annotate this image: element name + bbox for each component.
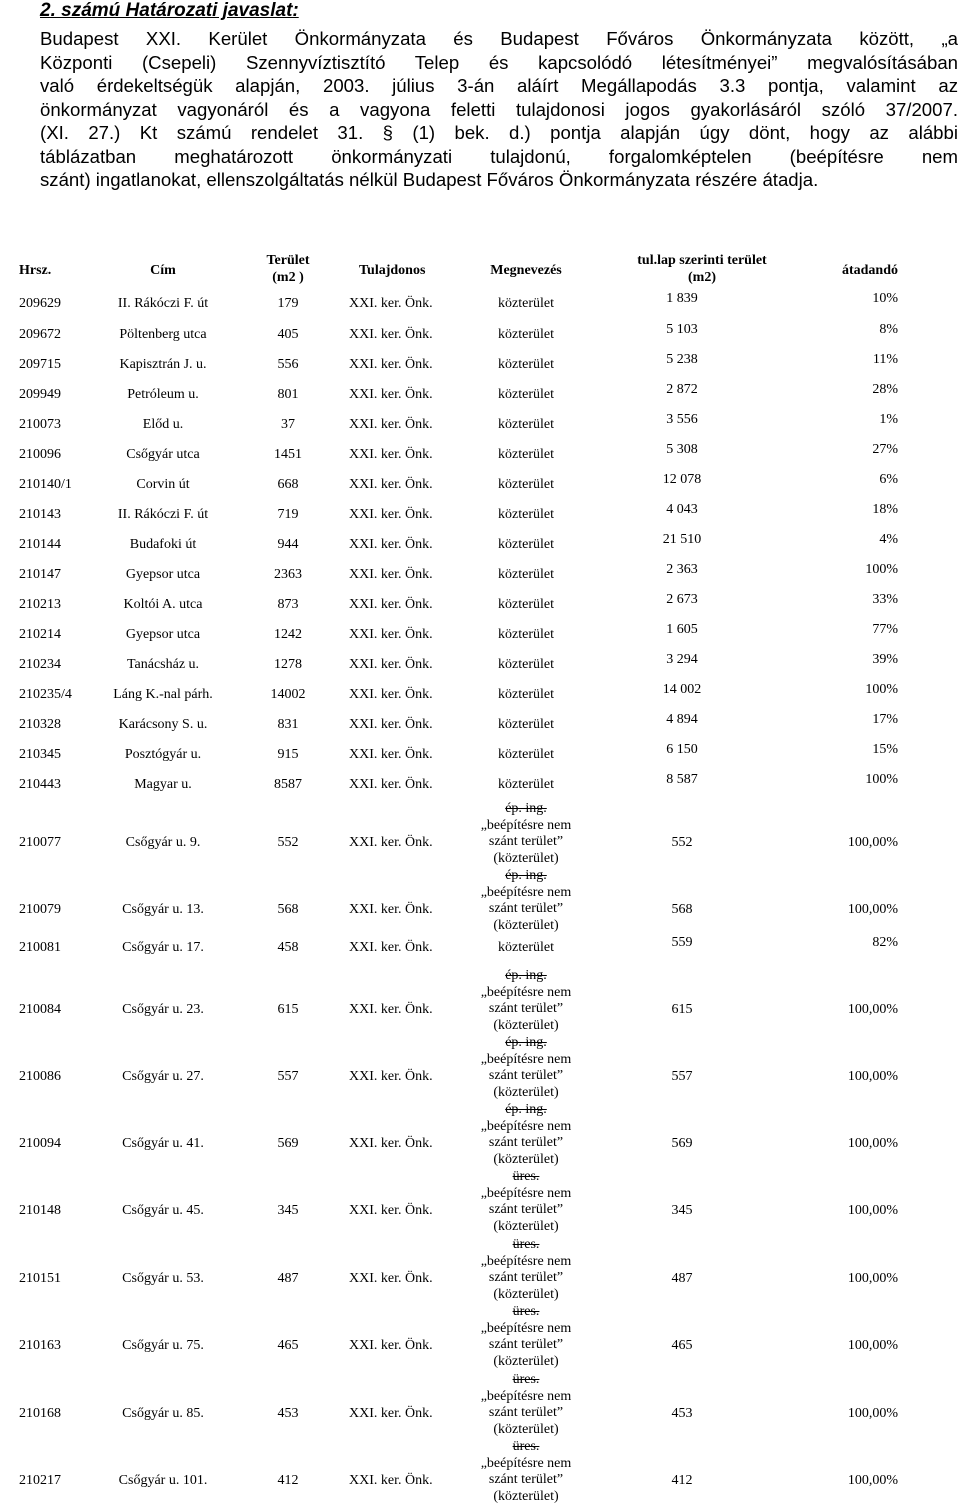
megnevezes-line: (közterület) bbox=[493, 1218, 559, 1234]
cell-megnevezes bbox=[446, 1169, 606, 1235]
cell-terulet: 569 bbox=[277, 1136, 299, 1151]
cell-megnevezes: közterület bbox=[498, 477, 554, 492]
paragraph-line: való érdekeltségük alapján, 2003. július 3-án aláírt Megállapodás 3.3 pontja, valamint az bbox=[40, 75, 958, 96]
cell-atadando: 15% bbox=[872, 742, 898, 757]
cell-megnevezes bbox=[446, 868, 606, 934]
paragraph-line: Központi (Csepeli) Szennyvíztisztító Telep és kapcsolódó létesítményei” megvalósításában bbox=[40, 51, 958, 73]
cell-tulajdonos: XXI. ker. Önk. bbox=[349, 902, 433, 917]
cell-hrsz: 210140/1 bbox=[19, 477, 72, 492]
cell-hrsz: 210443 bbox=[19, 777, 61, 792]
cell-tullap: 6 150 bbox=[666, 742, 698, 757]
cell-terulet: 179 bbox=[277, 296, 299, 311]
megnevezes-line: „beépítésre nem bbox=[480, 1320, 572, 1336]
cell-cim: Karácsony S. u. bbox=[118, 717, 208, 732]
cell-cim: Koltói A. utca bbox=[123, 597, 203, 612]
cell-hrsz: 210081 bbox=[19, 940, 61, 955]
cell-tulajdonos: XXI. ker. Önk. bbox=[349, 477, 433, 492]
cell-tulajdonos: XXI. ker. Önk. bbox=[349, 777, 433, 792]
cell-tulajdonos: XXI. ker. Önk. bbox=[349, 657, 433, 672]
cell-terulet: 405 bbox=[277, 327, 299, 342]
cell-hrsz: 210096 bbox=[19, 447, 61, 462]
megnevezes-line: (közterület) bbox=[493, 1151, 559, 1167]
cell-tulajdonos: XXI. ker. Önk. bbox=[349, 537, 433, 552]
cell-cim: Csőgyár u. 23. bbox=[122, 1002, 204, 1017]
cell-megnevezes: közterület bbox=[498, 507, 554, 522]
megnevezes-line: „beépítésre nem bbox=[480, 984, 572, 1000]
cell-atadando: 100,00% bbox=[847, 1271, 898, 1286]
cell-megnevezes: közterület bbox=[498, 447, 554, 462]
cell-tullap: 8 587 bbox=[666, 772, 698, 787]
cell-cim: Láng K.-nal párh. bbox=[113, 687, 213, 702]
paragraph-line: Budapest XXI. Kerület Önkormányzata és Budapest Főváros Önkormányzata között, „a bbox=[40, 28, 958, 49]
cell-tulajdonos: XXI. ker. Önk. bbox=[349, 687, 433, 702]
cell-megnevezes: közterület bbox=[498, 567, 554, 582]
megnevezes-line: (közterület) bbox=[493, 1084, 559, 1100]
cell-hrsz: 210168 bbox=[19, 1406, 61, 1421]
cell-tullap: 557 bbox=[671, 1069, 693, 1084]
megnevezes-line: „beépítésre nem bbox=[480, 1253, 572, 1269]
resolution-paragraph bbox=[40, 27, 958, 192]
cell-tulajdonos: XXI. ker. Önk. bbox=[349, 1002, 433, 1017]
header-terulet-line1: Terület bbox=[266, 253, 310, 268]
cell-hrsz: 210084 bbox=[19, 1002, 61, 1017]
megnevezes-line: üres. bbox=[512, 1304, 540, 1319]
cell-tulajdonos: XXI. ker. Önk. bbox=[349, 627, 433, 642]
cell-tullap: 465 bbox=[671, 1338, 693, 1353]
megnevezes-line: „beépítésre nem bbox=[480, 1118, 572, 1134]
cell-hrsz: 210073 bbox=[19, 417, 61, 432]
cell-terulet: 801 bbox=[277, 387, 299, 402]
cell-megnevezes bbox=[446, 968, 606, 1034]
megnevezes-line: „beépítésre nem bbox=[480, 1388, 572, 1404]
cell-cim: Tanácsház u. bbox=[126, 657, 200, 672]
cell-hrsz: 209715 bbox=[19, 357, 61, 372]
cell-megnevezes bbox=[446, 1372, 606, 1438]
cell-hrsz: 210163 bbox=[19, 1338, 61, 1353]
cell-terulet: 8587 bbox=[274, 777, 302, 792]
megnevezes-line: ép. ing. bbox=[505, 968, 547, 983]
cell-atadando: 100,00% bbox=[847, 1069, 898, 1084]
cell-cim: Csőgyár utca bbox=[126, 447, 200, 462]
paragraph-line: szánt) ingatlanokat, ellenszolgáltatás nélkül Budapest Főváros Önkormányzata részére átadja. bbox=[40, 169, 819, 190]
cell-hrsz: 210328 bbox=[19, 717, 61, 732]
cell-terulet: 668 bbox=[277, 477, 299, 492]
cell-tullap: 21 510 bbox=[662, 532, 702, 547]
megnevezes-line: (közterület) bbox=[493, 1421, 559, 1437]
megnevezes-line: ép. ing. bbox=[505, 1102, 547, 1117]
cell-terulet: 487 bbox=[277, 1271, 299, 1286]
cell-terulet: 2363 bbox=[274, 567, 302, 582]
cell-megnevezes: közterület bbox=[498, 717, 554, 732]
cell-cim: Petróleum u. bbox=[127, 387, 199, 402]
cell-atadando: 82% bbox=[872, 935, 898, 950]
megnevezes-line: üres. bbox=[512, 1237, 540, 1252]
cell-tullap: 1 839 bbox=[666, 291, 698, 306]
megnevezes-line: „beépítésre nem bbox=[480, 884, 572, 900]
cell-terulet: 458 bbox=[277, 940, 299, 955]
megnevezes-line: „beépítésre nem bbox=[480, 1185, 572, 1201]
cell-cim: Gyepsor utca bbox=[125, 567, 201, 582]
cell-atadando: 4% bbox=[879, 532, 898, 547]
megnevezes-line: „beépítésre nem bbox=[480, 1455, 572, 1471]
megnevezes-line: szánt terület” bbox=[488, 834, 564, 849]
megnevezes-line: üres. bbox=[512, 1439, 540, 1454]
cell-atadando: 6% bbox=[879, 472, 898, 487]
cell-tulajdonos: XXI. ker. Önk. bbox=[349, 1473, 433, 1488]
cell-tullap: 412 bbox=[671, 1473, 693, 1488]
cell-terulet: 831 bbox=[277, 717, 299, 732]
cell-megnevezes: közterület bbox=[498, 687, 554, 702]
cell-tulajdonos: XXI. ker. Önk. bbox=[349, 1338, 433, 1353]
cell-atadando: 33% bbox=[872, 592, 898, 607]
cell-tulajdonos: XXI. ker. Önk. bbox=[349, 417, 433, 432]
cell-terulet: 915 bbox=[277, 747, 299, 762]
cell-cim: Corvin út bbox=[136, 477, 190, 492]
cell-megnevezes: közterület bbox=[498, 657, 554, 672]
cell-atadando: 100,00% bbox=[847, 1203, 898, 1218]
cell-tullap: 12 078 bbox=[662, 472, 702, 487]
cell-tulajdonos: XXI. ker. Önk. bbox=[349, 747, 433, 762]
megnevezes-line: (közterület) bbox=[493, 917, 559, 933]
cell-hrsz: 210147 bbox=[19, 567, 61, 582]
cell-cim: Gyepsor utca bbox=[125, 627, 201, 642]
megnevezes-line: üres. bbox=[512, 1169, 540, 1184]
header-megnevezes: Megnevezés bbox=[490, 263, 562, 278]
cell-atadando: 10% bbox=[872, 291, 898, 306]
cell-hrsz: 210077 bbox=[19, 835, 61, 850]
cell-tulajdonos: XXI. ker. Önk. bbox=[349, 1203, 433, 1218]
cell-terulet: 615 bbox=[277, 1002, 299, 1017]
cell-hrsz: 209629 bbox=[19, 296, 61, 311]
megnevezes-line: szánt terület” bbox=[488, 901, 564, 916]
cell-terulet: 944 bbox=[277, 537, 299, 552]
cell-tulajdonos: XXI. ker. Önk. bbox=[349, 327, 433, 342]
cell-terulet: 1451 bbox=[274, 447, 302, 462]
cell-megnevezes: közterület bbox=[498, 296, 554, 311]
cell-hrsz: 210079 bbox=[19, 902, 61, 917]
cell-terulet: 552 bbox=[277, 835, 299, 850]
megnevezes-line: (közterület) bbox=[493, 1353, 559, 1369]
megnevezes-line: szánt terület” bbox=[488, 1337, 564, 1352]
cell-hrsz: 210148 bbox=[19, 1203, 61, 1218]
cell-tullap: 487 bbox=[671, 1271, 693, 1286]
cell-terulet: 345 bbox=[277, 1203, 299, 1218]
cell-tullap: 2 673 bbox=[666, 592, 698, 607]
cell-megnevezes bbox=[446, 1035, 606, 1101]
header-tullap-line1: tul.lap szerinti terület bbox=[637, 253, 767, 268]
section-heading: 2. számú Határozati javaslat: bbox=[40, 0, 299, 21]
cell-tulajdonos: XXI. ker. Önk. bbox=[349, 597, 433, 612]
cell-tullap: 3 294 bbox=[666, 652, 698, 667]
cell-atadando: 100,00% bbox=[847, 1136, 898, 1151]
cell-hrsz: 210345 bbox=[19, 747, 61, 762]
cell-tulajdonos: XXI. ker. Önk. bbox=[349, 567, 433, 582]
cell-megnevezes bbox=[446, 801, 606, 867]
cell-tullap: 2 872 bbox=[666, 382, 698, 397]
cell-terulet: 412 bbox=[277, 1473, 299, 1488]
cell-terulet: 568 bbox=[277, 902, 299, 917]
cell-megnevezes bbox=[446, 1102, 606, 1168]
cell-hrsz: 210235/4 bbox=[19, 687, 72, 702]
megnevezes-line: (közterület) bbox=[493, 1488, 559, 1504]
header-hrsz: Hrsz. bbox=[19, 263, 52, 278]
cell-cim: Budafoki út bbox=[129, 537, 197, 552]
cell-hrsz: 210151 bbox=[19, 1271, 61, 1286]
cell-cim: II. Rákóczi F. út bbox=[117, 296, 209, 311]
cell-tulajdonos: XXI. ker. Önk. bbox=[349, 1136, 433, 1151]
cell-tulajdonos: XXI. ker. Önk. bbox=[349, 1069, 433, 1084]
cell-megnevezes: közterület bbox=[498, 387, 554, 402]
cell-tulajdonos: XXI. ker. Önk. bbox=[349, 1271, 433, 1286]
header-cim: Cím bbox=[150, 263, 176, 278]
cell-cim: Csőgyár u. 75. bbox=[122, 1338, 204, 1353]
cell-cim: II. Rákóczi F. út bbox=[117, 507, 209, 522]
cell-atadando: 11% bbox=[872, 352, 898, 367]
megnevezes-line: szánt terület” bbox=[488, 1001, 564, 1016]
paragraph-line: önkormányzat vagyonáról és a vagyona feletti tulajdonosi jogos gyakorlásáról szóló 37/2007. bbox=[40, 98, 958, 120]
cell-megnevezes: közterület bbox=[498, 597, 554, 612]
megnevezes-line: szánt terület” bbox=[488, 1270, 564, 1285]
cell-tulajdonos: XXI. ker. Önk. bbox=[349, 835, 433, 850]
cell-hrsz: 210213 bbox=[19, 597, 61, 612]
megnevezes-line: ép. ing. bbox=[505, 868, 547, 883]
cell-megnevezes: közterület bbox=[498, 627, 554, 642]
megnevezes-line: üres. bbox=[512, 1372, 540, 1387]
header-terulet bbox=[248, 252, 328, 286]
megnevezes-line: szánt terület” bbox=[488, 1068, 564, 1083]
cell-cim: Csőgyár u. 45. bbox=[122, 1203, 204, 1218]
cell-atadando: 100% bbox=[865, 772, 898, 787]
cell-megnevezes: közterület bbox=[498, 537, 554, 552]
cell-atadando: 100,00% bbox=[847, 902, 898, 917]
cell-terulet: 465 bbox=[277, 1338, 299, 1353]
megnevezes-line: (közterület) bbox=[493, 850, 559, 866]
cell-hrsz: 209672 bbox=[19, 327, 61, 342]
cell-hrsz: 209949 bbox=[19, 387, 61, 402]
cell-megnevezes bbox=[446, 1304, 606, 1370]
cell-tulajdonos: XXI. ker. Önk. bbox=[349, 357, 433, 372]
cell-megnevezes: közterület bbox=[498, 357, 554, 372]
cell-terulet: 556 bbox=[277, 357, 299, 372]
cell-terulet: 14002 bbox=[270, 687, 306, 702]
cell-atadando: 100,00% bbox=[847, 1338, 898, 1353]
megnevezes-line: szánt terület” bbox=[488, 1202, 564, 1217]
cell-megnevezes bbox=[446, 1439, 606, 1505]
cell-atadando: 100% bbox=[865, 682, 898, 697]
cell-atadando: 100,00% bbox=[847, 1406, 898, 1421]
cell-atadando: 28% bbox=[872, 382, 898, 397]
megnevezes-line: szánt terület” bbox=[488, 1472, 564, 1487]
megnevezes-line: ép. ing. bbox=[505, 1035, 547, 1050]
cell-tullap: 5 238 bbox=[666, 352, 698, 367]
cell-atadando: 39% bbox=[872, 652, 898, 667]
cell-cim: Csőgyár u. 17. bbox=[122, 940, 204, 955]
cell-atadando: 100,00% bbox=[847, 835, 898, 850]
cell-atadando: 100,00% bbox=[847, 1473, 898, 1488]
header-terulet-line2: (m2 ) bbox=[272, 270, 304, 285]
cell-hrsz: 210217 bbox=[19, 1473, 61, 1488]
cell-hrsz: 210094 bbox=[19, 1136, 61, 1151]
cell-cim: Csőgyár u. 27. bbox=[122, 1069, 204, 1084]
cell-atadando: 100% bbox=[865, 562, 898, 577]
cell-terulet: 557 bbox=[277, 1069, 299, 1084]
cell-atadando: 18% bbox=[872, 502, 898, 517]
paragraph-line: táblázatban meghatározott önkormányzati tulajdonú, forgalomképtelen (beépítésre nem bbox=[40, 145, 958, 167]
cell-cim: Csőgyár u. 41. bbox=[122, 1136, 204, 1151]
cell-tullap: 3 556 bbox=[666, 412, 698, 427]
header-tulajdonos: Tulajdonos bbox=[359, 263, 426, 278]
cell-cim: Csőgyár u. 85. bbox=[122, 1406, 204, 1421]
cell-tullap: 14 002 bbox=[662, 682, 702, 697]
cell-cim: Pöltenberg utca bbox=[119, 327, 207, 342]
cell-tullap: 568 bbox=[671, 902, 693, 917]
cell-tullap: 453 bbox=[671, 1406, 693, 1421]
cell-tulajdonos: XXI. ker. Önk. bbox=[349, 296, 433, 311]
cell-terulet: 873 bbox=[277, 597, 299, 612]
megnevezes-line: „beépítésre nem bbox=[480, 1051, 572, 1067]
cell-tullap: 5 308 bbox=[666, 442, 698, 457]
cell-tullap: 552 bbox=[671, 835, 693, 850]
cell-hrsz: 210144 bbox=[19, 537, 61, 552]
cell-tullap: 1 605 bbox=[666, 622, 698, 637]
cell-tullap: 5 103 bbox=[666, 322, 698, 337]
cell-cim: Csőgyár u. 9. bbox=[125, 835, 201, 850]
cell-cim: Kapisztrán J. u. bbox=[119, 357, 207, 372]
cell-atadando: 27% bbox=[872, 442, 898, 457]
cell-atadando: 77% bbox=[872, 622, 898, 637]
cell-megnevezes: közterület bbox=[498, 747, 554, 762]
megnevezes-line: szánt terület” bbox=[488, 1405, 564, 1420]
cell-atadando: 8% bbox=[879, 322, 898, 337]
cell-atadando: 17% bbox=[872, 712, 898, 727]
cell-tullap: 4 894 bbox=[666, 712, 698, 727]
megnevezes-line: „beépítésre nem bbox=[480, 817, 572, 833]
cell-tulajdonos: XXI. ker. Önk. bbox=[349, 447, 433, 462]
cell-terulet: 1242 bbox=[274, 627, 302, 642]
cell-hrsz: 210086 bbox=[19, 1069, 61, 1084]
cell-tulajdonos: XXI. ker. Önk. bbox=[349, 387, 433, 402]
cell-tullap: 615 bbox=[671, 1002, 693, 1017]
header-tullap-line2: (m2) bbox=[688, 270, 716, 285]
cell-tulajdonos: XXI. ker. Önk. bbox=[349, 507, 433, 522]
cell-cim: Csőgyár u. 13. bbox=[122, 902, 204, 917]
cell-cim: Csőgyár u. 53. bbox=[122, 1271, 204, 1286]
megnevezes-line: szánt terület” bbox=[488, 1135, 564, 1150]
cell-hrsz: 210143 bbox=[19, 507, 61, 522]
cell-cim: Posztógyár u. bbox=[124, 747, 202, 762]
cell-megnevezes: közterület bbox=[498, 327, 554, 342]
cell-tullap: 559 bbox=[671, 935, 693, 950]
cell-cim: Csőgyár u. 101. bbox=[118, 1473, 208, 1488]
paragraph-line: (XI. 27.) Kt számú rendelet 31. § (1) bek. d.) pontja alapján úgy dönt, hogy az alábbi bbox=[40, 122, 958, 143]
cell-tullap: 2 363 bbox=[666, 562, 698, 577]
cell-hrsz: 210214 bbox=[19, 627, 61, 642]
cell-tullap: 569 bbox=[671, 1136, 693, 1151]
cell-atadando: 100,00% bbox=[847, 1002, 898, 1017]
megnevezes-line: ép. ing. bbox=[505, 801, 547, 816]
cell-tulajdonos: XXI. ker. Önk. bbox=[349, 1406, 433, 1421]
cell-terulet: 37 bbox=[281, 417, 295, 432]
megnevezes-line: (közterület) bbox=[493, 1286, 559, 1302]
cell-terulet: 453 bbox=[277, 1406, 299, 1421]
cell-tullap: 345 bbox=[671, 1203, 693, 1218]
header-atadando: átadandó bbox=[841, 263, 898, 278]
cell-megnevezes bbox=[446, 1237, 606, 1303]
cell-megnevezes: közterület bbox=[498, 417, 554, 432]
cell-tulajdonos: XXI. ker. Önk. bbox=[349, 940, 433, 955]
cell-megnevezes: közterület bbox=[498, 940, 554, 955]
cell-cim: Előd u. bbox=[142, 417, 184, 432]
cell-atadando: 1% bbox=[879, 412, 898, 427]
cell-tullap: 4 043 bbox=[666, 502, 698, 517]
header-tullap bbox=[612, 252, 792, 286]
cell-tulajdonos: XXI. ker. Önk. bbox=[349, 717, 433, 732]
cell-hrsz: 210234 bbox=[19, 657, 61, 672]
megnevezes-line: (közterület) bbox=[493, 1017, 559, 1033]
cell-megnevezes: közterület bbox=[498, 777, 554, 792]
cell-terulet: 719 bbox=[277, 507, 299, 522]
cell-terulet: 1278 bbox=[274, 657, 302, 672]
cell-cim: Magyar u. bbox=[134, 777, 192, 792]
